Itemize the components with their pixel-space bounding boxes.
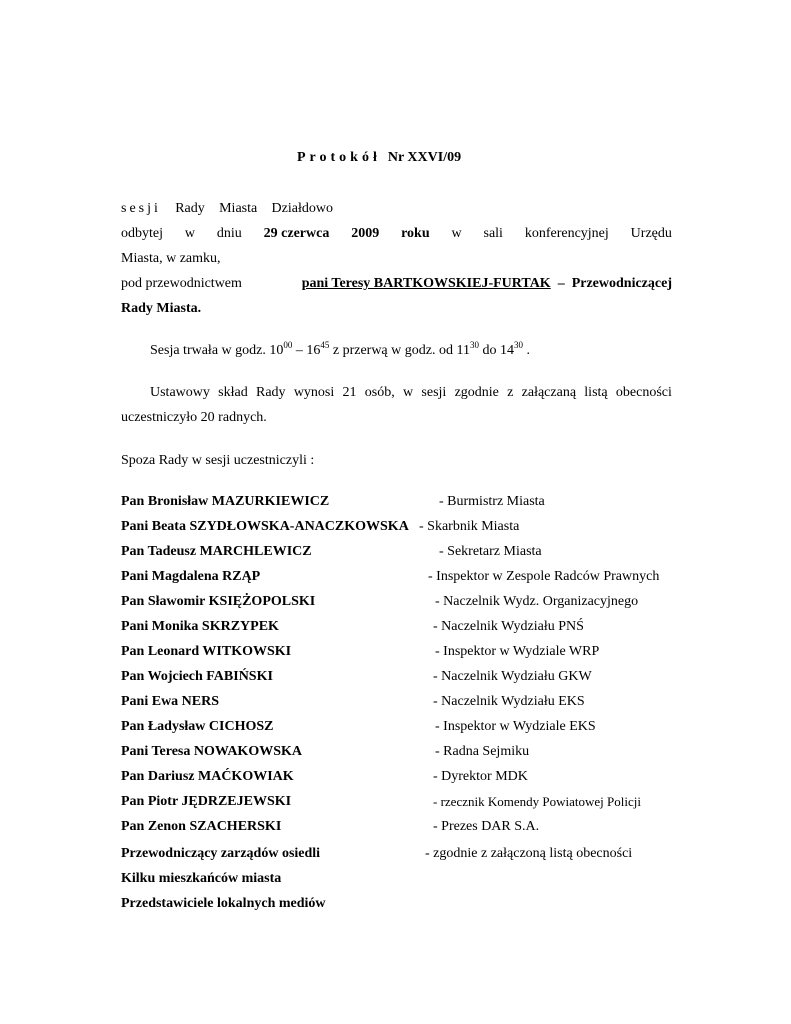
session-city: Działdowo	[271, 201, 333, 216]
duration-text-1: Sesja trwała w godz. 10	[150, 343, 284, 358]
held-word-7: Urzędu	[630, 226, 672, 241]
duration-text-2: – 16	[292, 343, 321, 358]
participant-role: - rzecznik Komendy Powiatowej Policji	[433, 794, 641, 809]
session-date-day: 29 czerwca	[263, 226, 330, 241]
session-date-roku: roku	[401, 226, 430, 241]
title-number: Nr XXVI/09	[387, 150, 462, 165]
participant-role: - Prezes DAR S.A.	[433, 819, 540, 834]
participant-row	[121, 618, 681, 636]
participant-row	[121, 493, 681, 511]
castle-line: Miasta, w zamku,	[121, 251, 221, 266]
participant-role: - Inspektor w Wydziale EKS	[435, 719, 596, 734]
participant-name: Pan Leonard WITKOWSKI	[121, 644, 292, 659]
composition-word: Rady	[255, 385, 286, 400]
participant-row	[121, 693, 681, 711]
session-duration	[150, 342, 701, 360]
composition-word: listą	[584, 385, 608, 400]
duration-text-3: z przerwą w godz. od 11	[329, 343, 470, 358]
outside-heading: Spoza Rady w sesji uczestniczyli :	[121, 453, 315, 468]
duration-sup-3: 30	[469, 340, 479, 350]
participant-name: Pani Teresa NOWAKOWSKA	[121, 744, 302, 759]
session-date-year: 2009	[351, 226, 380, 241]
duration-text-4: do 14	[478, 343, 514, 358]
council-line: Rady Miasta.	[121, 301, 202, 316]
held-word-3: dniu	[216, 226, 242, 241]
composition-line-1	[150, 384, 672, 402]
participant-row	[121, 643, 681, 661]
session-line	[121, 200, 333, 218]
participant-name: Pan Tadeusz MARCHLEWICZ	[121, 544, 312, 559]
participant-name: Pani Ewa NERS	[121, 694, 220, 709]
participant-name: Pan Piotr JĘDRZEJEWSKI	[121, 794, 292, 809]
composition-word: skład	[218, 385, 248, 400]
participant-name: Pan Wojciech FABIŃSKI	[121, 669, 273, 684]
composition-word: w	[403, 385, 414, 400]
participant-role: - Sekretarz Miasta	[439, 544, 542, 559]
participant-name: Kilku mieszkańców miasta	[121, 871, 282, 886]
participant-name: Pani Beata SZYDŁOWSKA-ANACZKOWSKA	[121, 519, 409, 534]
participant-name: Pan Sławomir KSIĘŻOPOLSKI	[121, 594, 316, 609]
session-miasta: Miasta	[219, 201, 258, 216]
composition-word: 21	[342, 385, 357, 400]
participant-name: Pani Monika SKRZYPEK	[121, 619, 279, 634]
held-word-5: sali	[483, 226, 503, 241]
composition-word: osób,	[364, 385, 395, 400]
participant-role: - Burmistrz Miasta	[439, 494, 545, 509]
participant-row	[121, 895, 681, 913]
composition-word: wynosi	[293, 385, 335, 400]
participant-role: - Inspektor w Zespole Radców Prawnych	[428, 569, 660, 584]
participant-name: Pan Ładysław CICHOSZ	[121, 719, 274, 734]
participant-row	[121, 870, 681, 888]
composition-word: załączaną	[521, 385, 577, 400]
participant-row	[121, 768, 681, 786]
participant-name: Pan Dariusz MAĆKOWIAK	[121, 769, 294, 784]
session-word: sesji	[121, 201, 161, 216]
held-word-6: konferencyjnej	[524, 226, 609, 241]
participant-row	[121, 818, 681, 836]
held-word-4: w	[451, 226, 462, 241]
participant-row	[121, 568, 681, 586]
title-word: Protokół	[297, 150, 381, 165]
participant-name: Pan Bronisław MAZURKIEWICZ	[121, 494, 330, 509]
participant-row	[121, 543, 681, 561]
composition-word: sesji	[421, 385, 447, 400]
composition-word: Ustawowy	[150, 385, 210, 400]
participant-role: - Naczelnik Wydziału GKW	[433, 669, 592, 684]
participant-role: - Dyrektor MDK	[433, 769, 528, 784]
participant-row	[121, 793, 681, 811]
chair-dash: –	[557, 276, 565, 291]
chair-prefix: pod przewodnictwem	[121, 276, 242, 291]
participant-role: - Skarbnik Miasta	[419, 519, 520, 534]
duration-sup-2: 45	[320, 340, 330, 350]
composition-word: z	[507, 385, 514, 400]
held-line	[121, 225, 672, 243]
chair-name: pani Teresy BARTKOWSKIEJ-FURTAK	[301, 276, 551, 291]
composition-word: obecności	[615, 385, 672, 400]
participant-role: - Naczelnik Wydziału EKS	[433, 694, 585, 709]
participant-role: - Radna Sejmiku	[435, 744, 530, 759]
participant-name: Pan Zenon SZACHERSKI	[121, 819, 282, 834]
held-word-1: odbytej	[121, 226, 163, 241]
participant-row	[121, 668, 681, 686]
duration-text-5: .	[522, 343, 530, 358]
participant-name: Pani Magdalena RZĄP	[121, 569, 261, 584]
chair-role: Przewodniczącej	[571, 276, 672, 291]
participant-row	[121, 593, 681, 611]
participant-role: - Naczelnik Wydz. Organizacyjnego	[435, 594, 639, 609]
participant-row	[121, 718, 681, 736]
duration-sup-1: 00	[283, 340, 293, 350]
participant-role: - Inspektor w Wydziale WRP	[435, 644, 600, 659]
participant-row	[121, 743, 681, 761]
participant-name: Przedstawiciele lokalnych mediów	[121, 896, 326, 911]
participant-row	[121, 518, 681, 536]
session-rady: Rady	[175, 201, 205, 216]
held-word-2: w	[184, 226, 195, 241]
composition-line-2: uczestniczyło 20 radnych.	[121, 410, 267, 425]
composition-word: zgodnie	[454, 385, 499, 400]
document-title	[297, 150, 461, 166]
participant-role: - zgodnie z załączoną listą obecności	[425, 846, 633, 861]
participant-row	[121, 845, 681, 863]
chair-line	[121, 275, 672, 293]
duration-sup-4: 30	[513, 340, 523, 350]
participant-role: - Naczelnik Wydziału PNŚ	[433, 619, 584, 634]
participant-name: Przewodniczący zarządów osiedli	[121, 846, 321, 861]
